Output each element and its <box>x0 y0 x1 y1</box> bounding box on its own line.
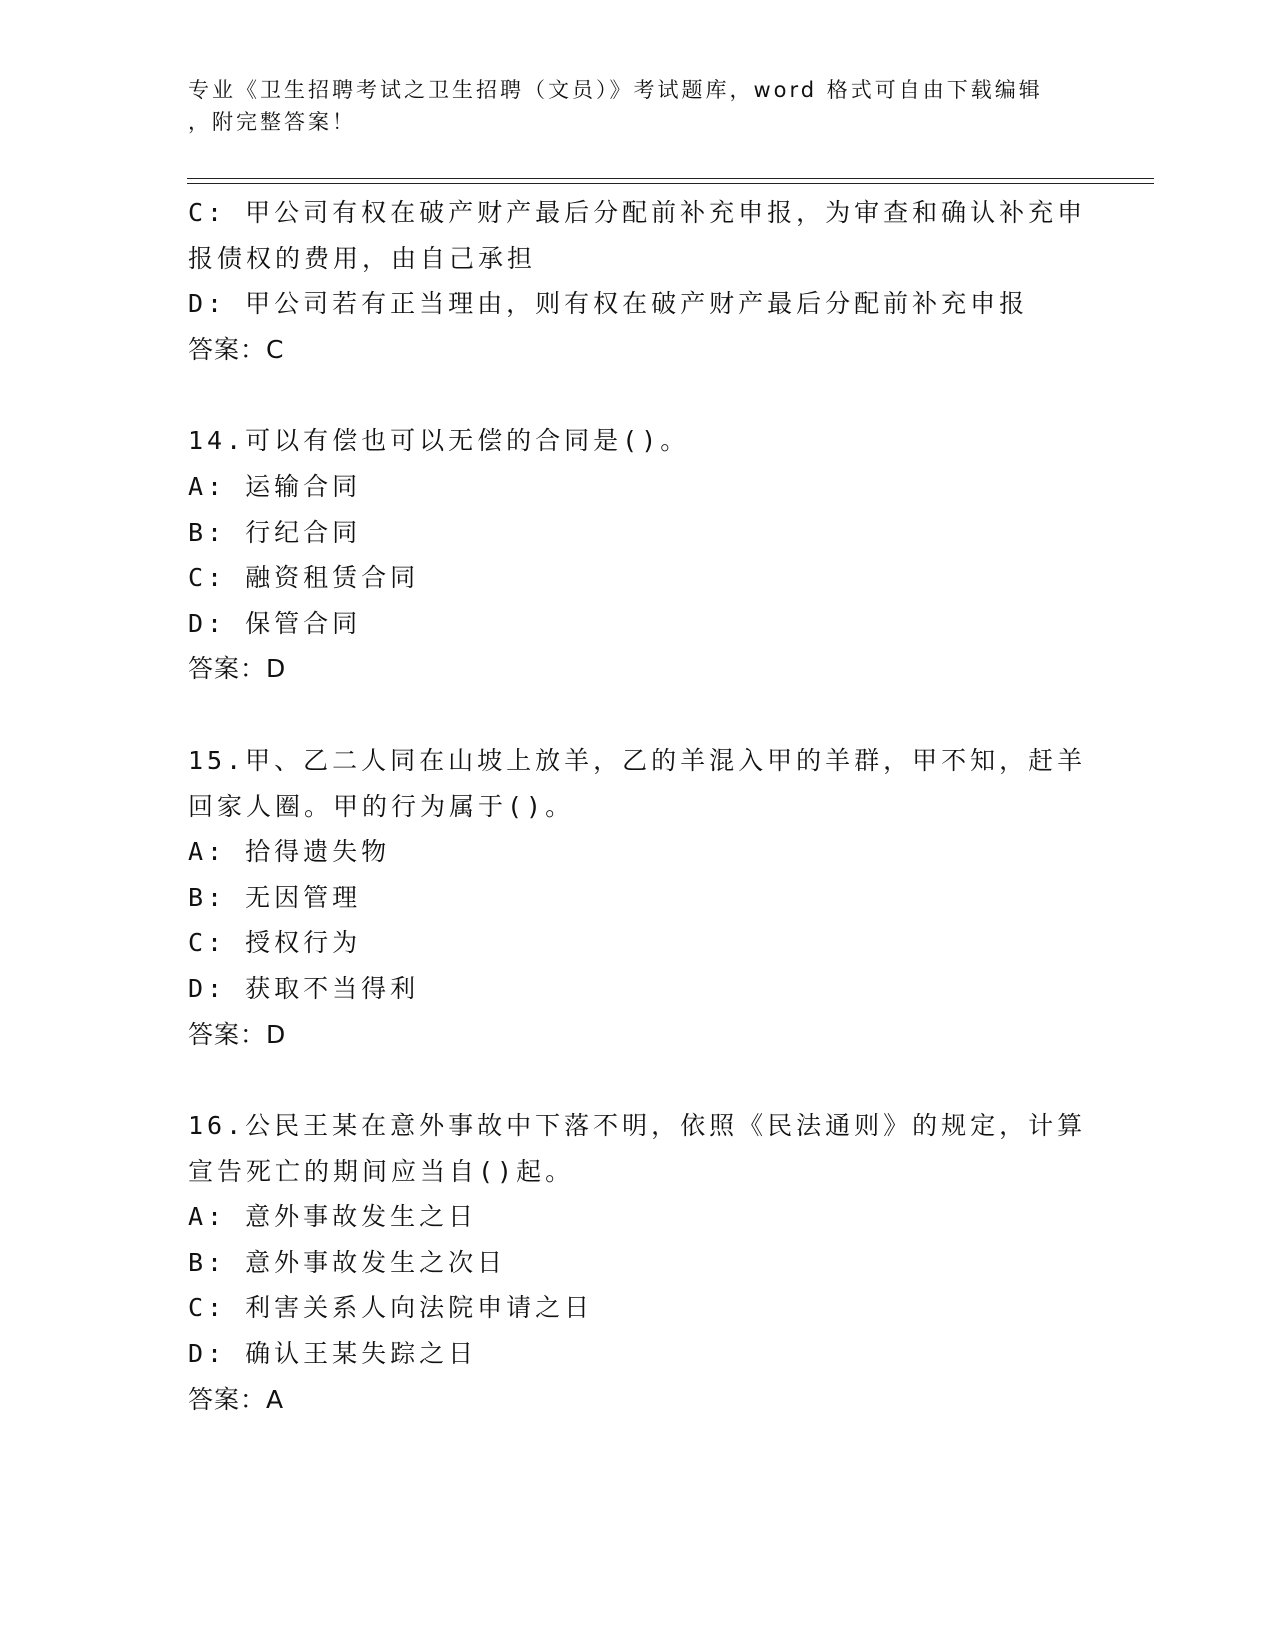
header-line-1: 专业《卫生招聘考试之卫生招聘（文员）》考试题库，word 格式可自由下载编辑 <box>188 78 1043 102</box>
spacer <box>188 1057 1088 1103</box>
question-stem-line-2: 回家人圈。甲的行为属于()。 <box>188 791 575 821</box>
question-stem-line-1: 16.公民王某在意外事故中下落不明，依照《民法通则》的规定，计算 <box>188 1111 1087 1141</box>
option-b: B: 行纪合同 <box>188 517 362 547</box>
option-b: B: 无因管理 <box>188 882 362 912</box>
answer-line: 答案：A <box>188 1384 285 1414</box>
header-line-2: ，附完整答案！ <box>188 110 356 134</box>
question-stem-line-2: 宣告死亡的期间应当自()起。 <box>188 1156 575 1186</box>
option-c-line-1: C: 甲公司有权在破产财产最后分配前补充申报，为审查和确认补充申 <box>188 198 1087 227</box>
answer-line: 答案：D <box>188 654 287 684</box>
question-stem-line-1: 15.甲、乙二人同在山坡上放羊，乙的羊混入甲的羊群，甲不知，赶羊 <box>188 745 1087 775</box>
spacer <box>188 692 1088 738</box>
answer-line: 答案：D <box>188 1019 287 1049</box>
question-16 <box>188 1103 1088 1422</box>
option-c: C: 授权行为 <box>188 928 362 958</box>
option-d: D: 获取不当得利 <box>188 973 420 1003</box>
question-15 <box>188 738 1088 1057</box>
question-13-continuation <box>188 190 1088 372</box>
option-d: D: 保管合同 <box>188 608 362 638</box>
option-c: C: 利害关系人向法院申请之日 <box>188 1293 594 1323</box>
option-a: A: 运输合同 <box>188 471 362 501</box>
question-list <box>188 190 1088 1422</box>
option-d: D: 确认王某失踪之日 <box>188 1339 478 1369</box>
option-d: D: 甲公司若有正当理由，则有权在破产财产最后分配前补充申报 <box>188 289 1029 319</box>
question-stem: 14.可以有偿也可以无偿的合同是()。 <box>188 426 690 456</box>
answer-line: 答案：C <box>188 334 285 364</box>
document-header <box>188 74 1068 138</box>
option-c: C: 融资租赁合同 <box>188 563 420 593</box>
header-divider <box>187 178 1154 184</box>
option-b: B: 意外事故发生之次日 <box>188 1247 507 1277</box>
question-14 <box>188 418 1088 692</box>
spacer <box>188 372 1088 418</box>
option-c-line-2: 报债权的费用，由自己承担 <box>188 243 537 273</box>
option-a: A: 拾得遗失物 <box>188 837 391 867</box>
option-a: A: 意外事故发生之日 <box>188 1202 478 1232</box>
